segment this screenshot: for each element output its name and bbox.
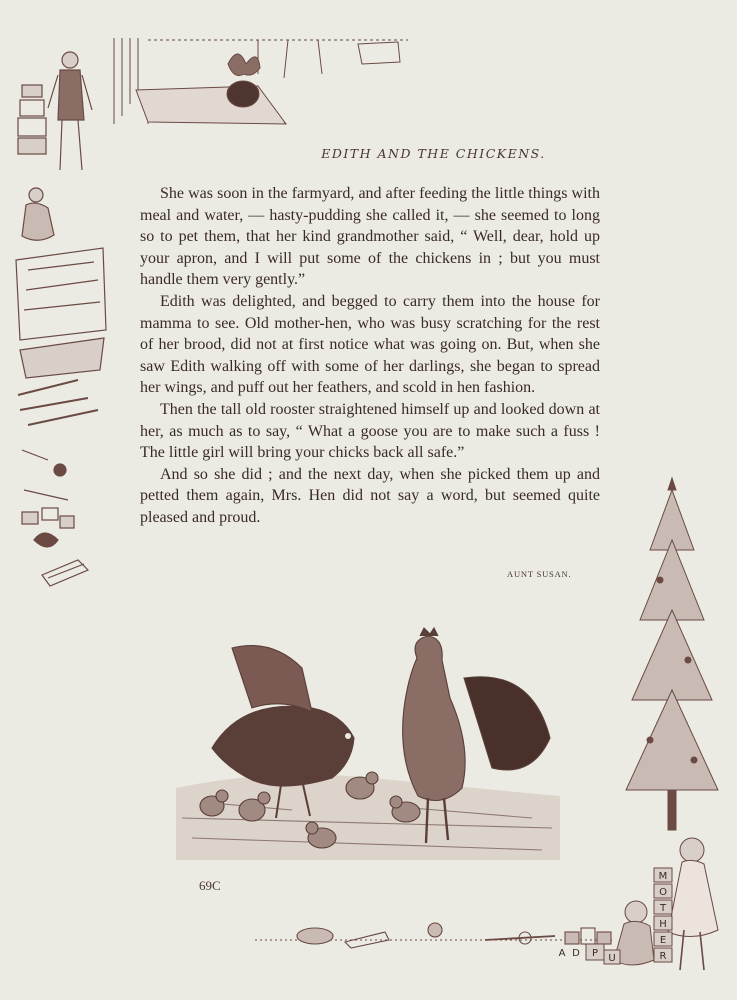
running-head-text: EDITH AND THE CHICKENS.: [321, 146, 546, 161]
block-letter: U: [608, 953, 616, 964]
table-vase-illustration: [108, 34, 408, 124]
paragraph-1: She was soon in the farmyard, and after feeding the little things with meal and water, — hasty-pudding she called it, — she seemed to long so to pet them, that her kind grandmother said, “ Well, dear, hold up your apron, and I will put some of the chickens in ; but you must handle them very gently.”: [140, 185, 600, 289]
rooster-body: [403, 636, 466, 801]
block-letter: D: [572, 948, 580, 959]
hen-rooster-chicks-illustration: [172, 628, 564, 860]
rooster-tail: [464, 677, 550, 770]
running-head: [0, 146, 737, 161]
toys-border-left-illustration: [8, 30, 110, 590]
block-letter: P: [591, 948, 599, 959]
paragraph-2: Edith was delighted, and begged to carry them into the house for mamma to see. Old mother-hen, who was busy scratching for the rest of her brood, did not at first notice what was going on. But, when she saw Edith walking off with some of her darlings, she began to spread her wings, and puff out her feathers, and scold in hen fashion.: [140, 292, 600, 397]
girl-with-blocks-illustration: [558, 820, 730, 980]
author-attribution: AUNT SUSAN.: [507, 569, 572, 579]
block-letter: M: [658, 871, 668, 882]
block-letter: O: [659, 887, 667, 898]
block-letter: R: [659, 951, 667, 962]
paragraph-3: Then the tall old rooster straightened himself up and looked down at her, as much as to say, “ What a goose you are to make such a fuss ! The little girl will bring your chicks back all safe.”: [140, 400, 600, 462]
block-letter: E: [659, 935, 667, 946]
hen: [212, 706, 354, 786]
paragraph-4: And so she did ; and the next day, when she picked them up and petted them again, Mrs. Hen did not say a word, but seemed quite pleased and proud.: [140, 465, 600, 526]
block-letter: H: [659, 919, 667, 930]
block-letter: T: [659, 903, 667, 914]
block-letter: A: [558, 948, 566, 959]
story-text: [140, 183, 600, 529]
page-number: 69C: [199, 878, 221, 893]
